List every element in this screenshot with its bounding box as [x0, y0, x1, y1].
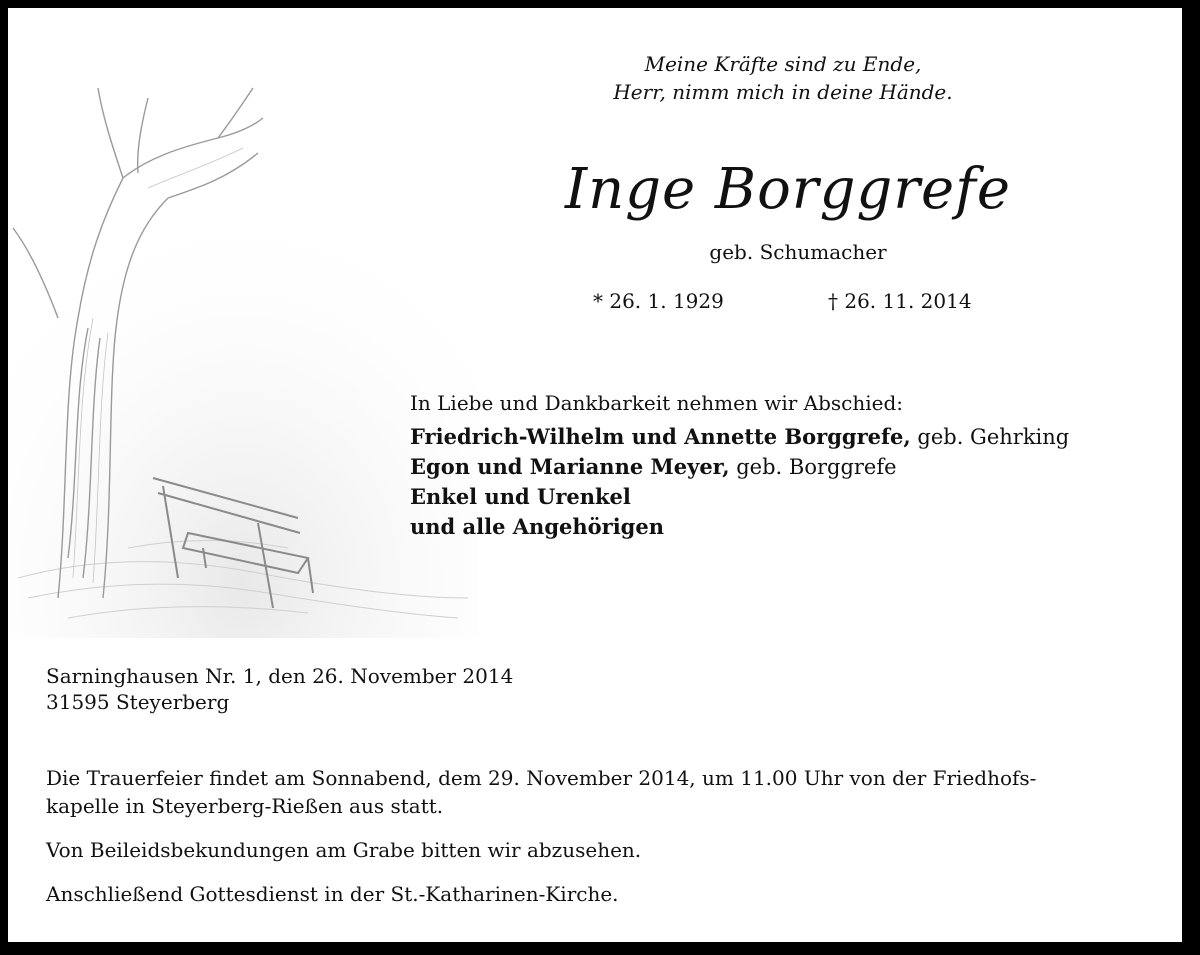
mourner-entry [410, 452, 1180, 482]
address-line: 31595 Steyerberg [46, 690, 230, 714]
motto-verse [568, 50, 998, 106]
deceased-name: Inge Borggrefe [564, 157, 1012, 222]
address-block [46, 663, 513, 715]
obituary-notice [8, 8, 1182, 942]
church-service-note: Anschließend Gottesdienst in der St.-Katharinen-Kirche. [46, 882, 619, 906]
funeral-line: kapelle in Steyerberg-Rießen aus statt. [46, 794, 444, 818]
mourner-name: Enkel und Urenkel [410, 484, 631, 509]
mourner-entry [410, 482, 1180, 512]
mourner-name: Egon und Marianne Meyer, [410, 454, 730, 479]
mourner-entry [410, 512, 1180, 542]
birth-date: * 26. 1. 1929 [593, 289, 724, 313]
address-line: Sarninghausen Nr. 1, den 26. November 2014 [46, 664, 514, 688]
funeral-line: Die Trauerfeier findet am Sonnabend, dem 29. November 2014, um 11.00 Uhr von der Friedhofs- [46, 766, 1037, 790]
mourners-intro: In Liebe und Dankbarkeit nehmen wir Abschied: [410, 391, 903, 415]
mourner-note: geb. Borggrefe [729, 455, 897, 479]
condolences-note: Von Beileidsbekundungen am Grabe bitten wir abzusehen. [46, 838, 642, 862]
mourner-name: Friedrich-Wilhelm und Annette Borggrefe, [410, 424, 911, 449]
funeral-paragraph [46, 764, 1156, 820]
motto-line: Herr, nimm mich in deine Hände. [613, 80, 953, 104]
mourners-block [410, 388, 1180, 542]
mourner-entry [410, 422, 1180, 452]
mourner-note: geb. Gehrking [910, 425, 1070, 449]
tree-and-bench-illustration [8, 78, 478, 638]
service-info [46, 764, 1156, 924]
death-date: † 26. 11. 2014 [828, 289, 972, 313]
motto-line: Meine Kräfte sind zu Ende, [644, 52, 922, 76]
mourner-name: und alle Angehörigen [410, 514, 664, 539]
birth-name: geb. Schumacher [709, 240, 887, 264]
